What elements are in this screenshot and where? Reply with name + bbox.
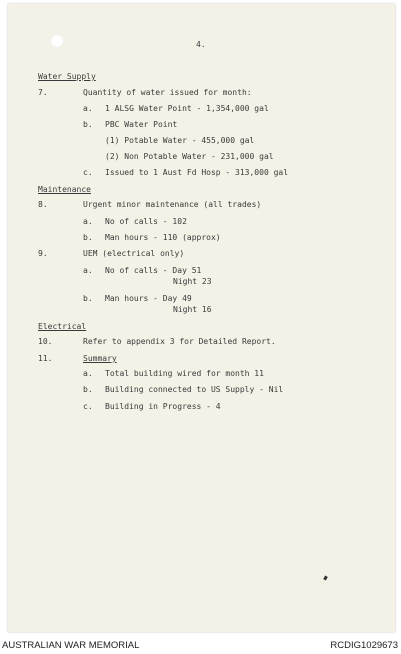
footer-record-id: RCDIG1029673	[330, 640, 398, 651]
item-9-text: UEM (electrical only)	[83, 249, 185, 258]
item-7a-letter: a.	[83, 104, 93, 113]
item-number-9: 9.	[38, 249, 48, 258]
item-9b-letter: b.	[83, 294, 93, 303]
punch-hole	[50, 34, 64, 48]
item-11c-letter: c.	[83, 402, 93, 411]
item-9a-text: No of calls - Day 51	[105, 266, 202, 275]
item-11c-text: Building in Progress - 4	[105, 402, 221, 411]
item-number-8: 8.	[38, 200, 48, 209]
item-10-text: Refer to appendix 3 for Detailed Report.	[83, 337, 276, 346]
item-number-10: 10.	[38, 337, 53, 346]
item-7b-letter: b.	[83, 120, 93, 129]
footer-source: AUSTRALIAN WAR MEMORIAL	[2, 640, 140, 651]
item-9b-text: Man hours - Day 49	[105, 294, 192, 303]
item-11a-text: Total building wired for month 11	[105, 369, 264, 378]
item-11-heading: Summary	[83, 354, 117, 363]
item-7c-text: Issued to 1 Aust Fd Hosp - 313,000 gal	[105, 168, 289, 177]
document-page	[8, 4, 395, 632]
item-8-text: Urgent minor maintenance (all trades)	[83, 200, 262, 209]
item-11b-letter: b.	[83, 385, 93, 394]
item-7a-text: 1 ALSG Water Point - 1,354,000 gal	[105, 104, 269, 113]
item-8a-letter: a.	[83, 217, 93, 226]
item-8b-text: Man hours - 110 (approx)	[105, 233, 221, 242]
item-number-7: 7.	[38, 88, 48, 97]
item-7b2-text: (2) Non Potable Water - 231,000 gal	[105, 152, 274, 161]
item-7b1-text: (1) Potable Water - 455,000 gal	[105, 136, 255, 145]
item-number-11: 11.	[38, 354, 53, 363]
item-7c-letter: c.	[83, 168, 93, 177]
item-9a-night: Night 23	[173, 277, 212, 286]
heading-electrical: Electrical	[38, 322, 87, 331]
item-8a-text: No of calls - 102	[105, 217, 187, 226]
heading-water-supply: Water Supply	[38, 72, 96, 81]
ink-speck	[323, 576, 328, 581]
item-7-text: Quantity of water issued for month:	[83, 88, 252, 97]
heading-maintenance: Maintenance	[38, 185, 91, 194]
item-9b-night: Night 16	[173, 305, 212, 314]
item-8b-letter: b.	[83, 233, 93, 242]
page-number: 4.	[196, 40, 206, 49]
item-9a-letter: a.	[83, 266, 93, 275]
item-11b-text: Building connected to US Supply - Nil	[105, 385, 284, 394]
item-11a-letter: a.	[83, 369, 93, 378]
item-7b-text: PBC Water Point	[105, 120, 178, 129]
